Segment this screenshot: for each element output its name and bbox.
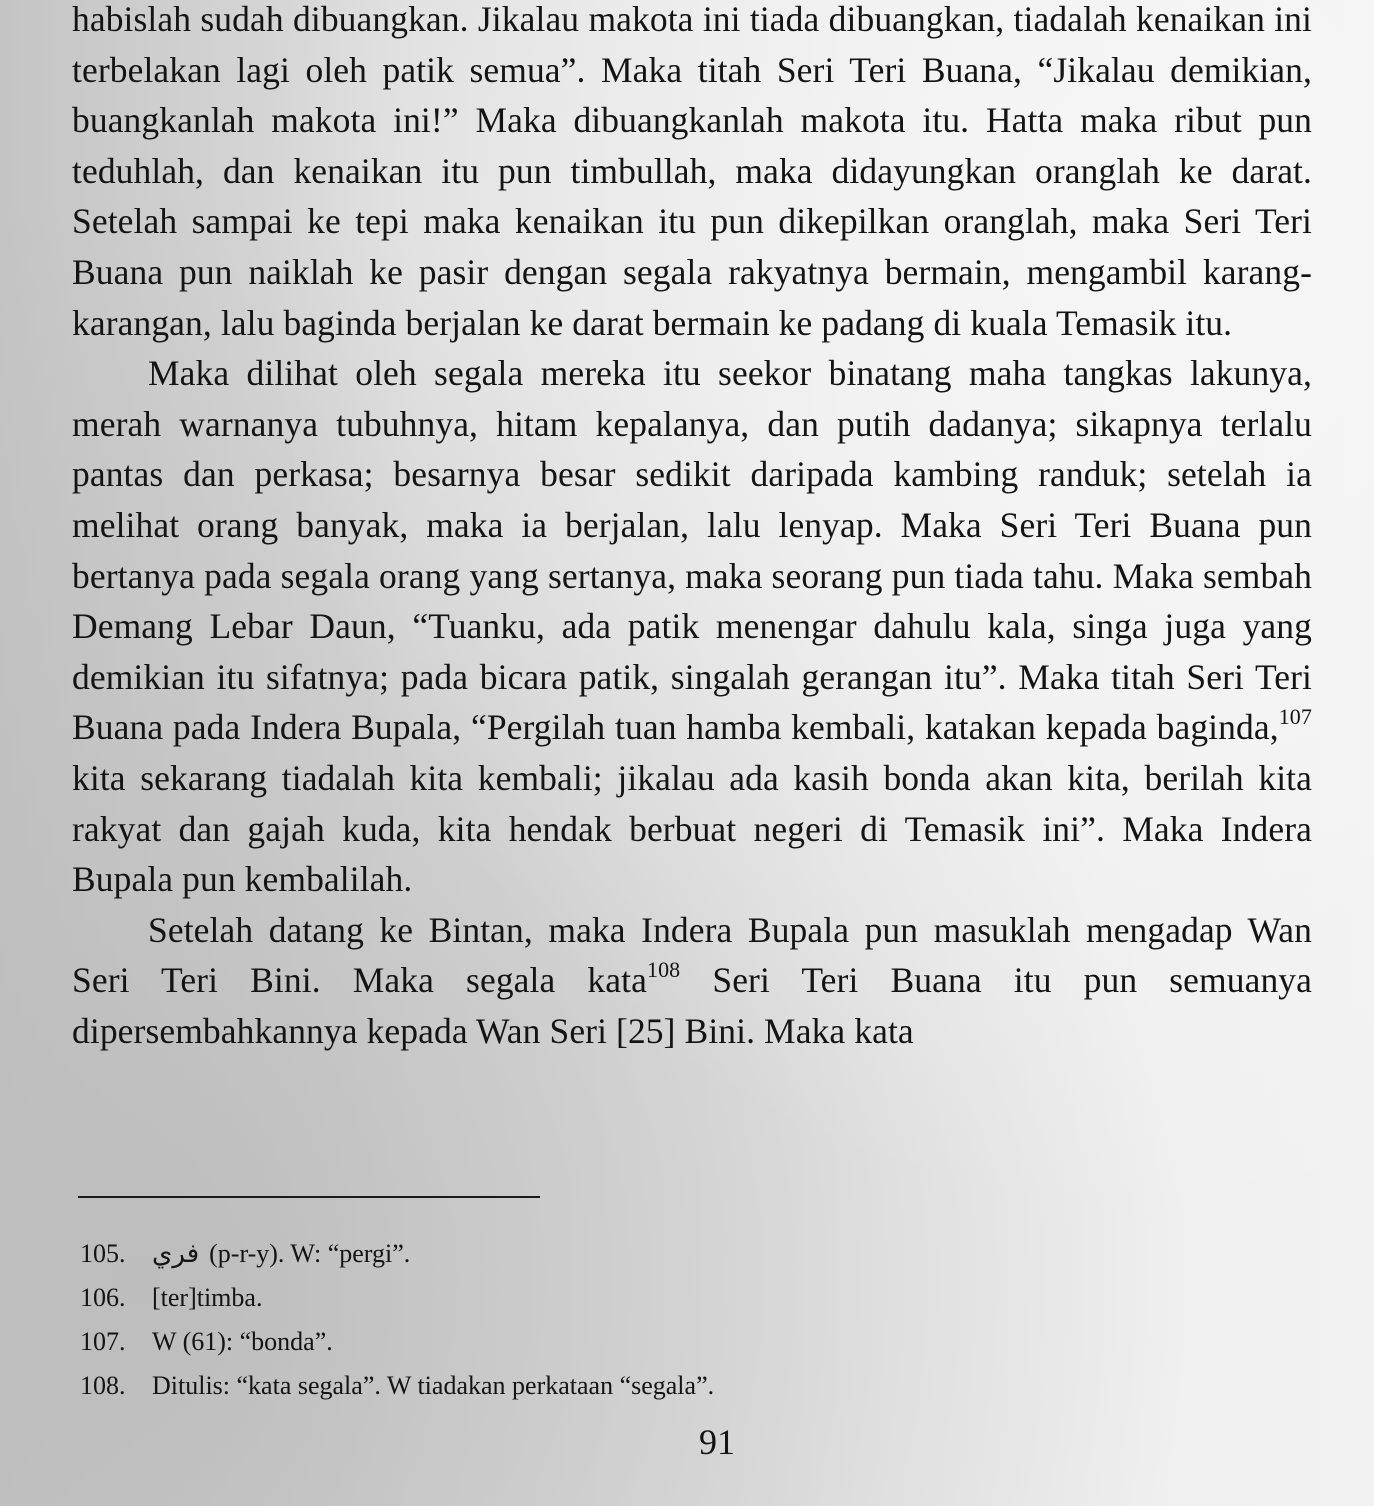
footnote-number: 108. bbox=[80, 1371, 126, 1400]
footnote-105 bbox=[80, 1232, 714, 1276]
footnote-text: [ter]timba. bbox=[152, 1283, 263, 1312]
footnote-text: (p-r-y). W: “pergi”. bbox=[209, 1239, 411, 1268]
footnote-106 bbox=[80, 1276, 714, 1320]
footnote-text: W (61): “bonda”. bbox=[152, 1327, 333, 1356]
footnote-arabic-word: فري bbox=[152, 1239, 200, 1269]
footnote-108 bbox=[80, 1364, 714, 1408]
book-page bbox=[72, 0, 1322, 1506]
page-number: 91 bbox=[699, 1422, 735, 1462]
paragraph-2-text-a: Maka dilihat oleh segala mereka itu seekor binatang maha tangkas lakunya, merah warnanya tubuhnya, hitam kepalanya, dan putih dadanya; sikapnya terlalu pantas dan perkasa; besarnya besar sedikit daripada kambing randuk; setelah ia melihat orang banyak, maka ia berjalan, lalu lenyap. Maka Seri Teri Buana pun bertanya pada segala orang yang sertanya, maka seorang pun tiada tahu. Maka sembah Demang Lebar Daun, “Tuanku, ada patik menengar dahulu kala, singa juga yang demikian itu sifatnya; pada bicara patik, singalah gerangan itu”. Maka titah Seri Teri Buana pada Indera Bupala, “Pergilah tuan hamba kembali, katakan kepada baginda, bbox=[72, 353, 1312, 748]
footnote-ref-108: 108 bbox=[646, 957, 681, 983]
footnote-number: 107. bbox=[80, 1327, 126, 1356]
footnotes bbox=[80, 1232, 714, 1408]
main-text bbox=[72, 0, 1312, 1056]
footnote-ref-107: 107 bbox=[1278, 704, 1312, 730]
paragraph-2 bbox=[72, 348, 1312, 905]
paragraph-1-text: habislah sudah dibuangkan. Jikalau makota ini tiada dibuangkan, tiadalah kenaikan ini terbelakan lagi oleh patik semua”. Maka titah Seri Teri Buana, “Jikalau demikian, buangkanlah makota ini!” Maka dibuangkanlah makota itu. Hatta maka ribut pun teduhlah, dan kenaikan itu pun timbullah, maka didayungkan oranglah ke darat. Setelah sampai ke tepi maka kenaikan itu pun dikepilkan oranglah, maka Seri Teri Buana pun naiklah ke pasir dengan segala rakyatnya bermain, mengambil karang-karangan, lalu baginda berjalan ke darat bermain ke padang di kuala Temasik itu. bbox=[72, 0, 1312, 343]
paragraph-3 bbox=[72, 905, 1312, 1057]
footnote-number: 106. bbox=[80, 1283, 126, 1312]
footnote-divider bbox=[78, 1196, 540, 1198]
footnote-107 bbox=[80, 1320, 714, 1364]
paragraph-3-text-a: Setelah datang ke Bintan, maka Indera Bupala pun masuklah mengadap Wan Seri Teri Bini. Maka segala kata bbox=[72, 909, 1312, 1001]
footnote-number: 105. bbox=[80, 1239, 126, 1268]
footnote-text: Ditulis: “kata segala”. W tiadakan perkataan “segala”. bbox=[152, 1371, 715, 1400]
paragraph-2-text-b: kita sekarang tiadalah kita kembali; jikalau ada kasih bonda akan kita, berilah kita rakyat dan gajah kuda, kita hendak berbuat negeri di Temasik ini”. Maka Indera Bupala pun kembalilah. bbox=[72, 757, 1312, 900]
paragraph-1 bbox=[72, 0, 1312, 348]
paragraph-3-text-b: Seri Teri Buana itu pun semuanya dipersembahkannya kepada Wan Seri [25] Bini. Maka kata bbox=[72, 960, 1313, 1051]
